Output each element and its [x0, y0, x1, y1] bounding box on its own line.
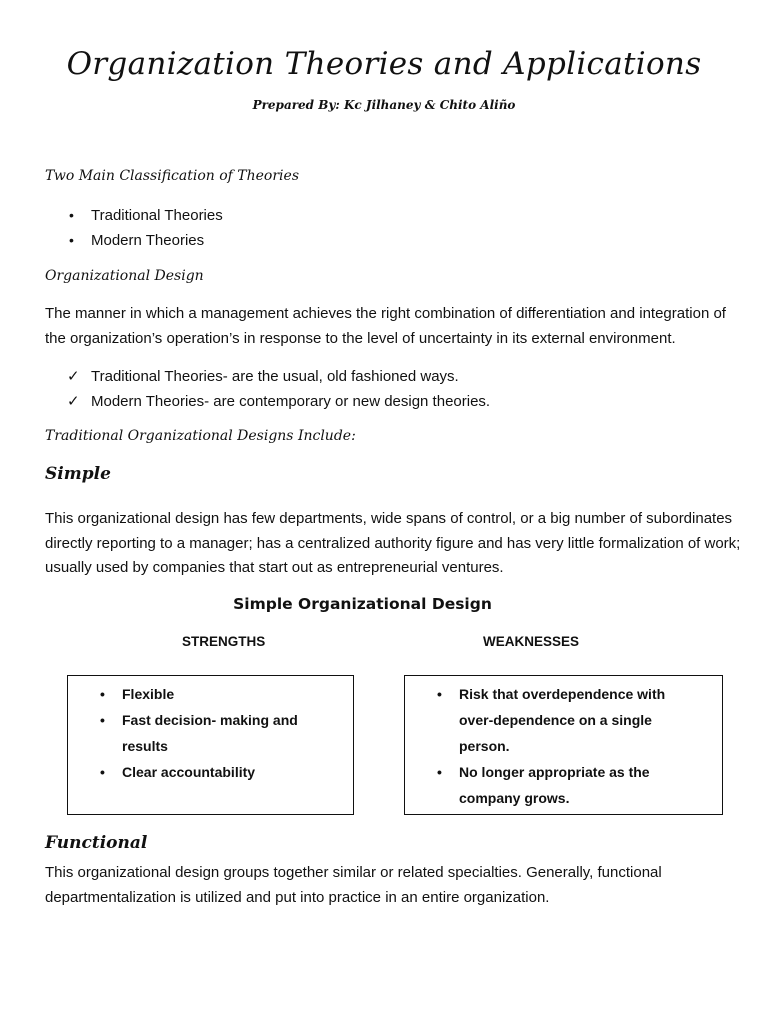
theory-checklist — [45, 364, 685, 414]
paragraph-line: departmentalization is utilized and put into practice in an entire organization. — [45, 888, 550, 906]
org-design-heading: Organizational Design — [45, 268, 204, 284]
weakness-item-continued: over-dependence on a single — [459, 712, 652, 728]
paragraph-line: The manner in which a management achieves the right combination of differentiation and integration of — [45, 305, 726, 322]
strengths-box — [67, 675, 354, 815]
classification-list — [45, 203, 645, 253]
weaknesses-box — [404, 675, 723, 815]
simple-heading: Simple — [45, 464, 111, 484]
strength-item: • Clear accountability — [68, 759, 353, 785]
strength-item-continued: results — [122, 738, 168, 754]
weaknesses-label: WEAKNESSES — [483, 634, 580, 649]
weakness-item: • Risk that overdependence with — [405, 681, 722, 707]
simple-table-title: Simple Organizational Design — [233, 595, 492, 613]
functional-heading: Functional — [45, 833, 148, 853]
paragraph-line: This organizational design groups together similar or related specialties. Generally, functional — [45, 864, 662, 881]
document-title: Organization Theories and Applications — [66, 46, 702, 82]
classification-heading: Two Main Classification of Theories — [45, 168, 300, 184]
check-item: ✓ Traditional Theories- are the usual, old fashioned ways. — [45, 364, 685, 389]
functional-paragraph — [45, 861, 745, 910]
weakness-item: • No longer appropriate as the — [405, 759, 722, 785]
paragraph-line: usually used by companies that start out as entrepreneurial ventures. — [45, 559, 504, 576]
simple-paragraph — [45, 507, 745, 581]
strength-item: • Fast decision- making and — [68, 707, 353, 733]
paragraph-line: the organization’s operation’s in response to the level of uncertainty in its external environment. — [45, 329, 676, 347]
weakness-item-continued: person. — [459, 738, 510, 754]
strength-item: • Flexible — [68, 681, 353, 707]
traditional-heading: Traditional Organizational Designs Include: — [45, 428, 356, 444]
check-item: ✓ Modern Theories- are contemporary or new design theories. — [45, 389, 685, 414]
document-byline: Prepared By: Kc Jilhaney & Chito Aliño — [252, 98, 516, 112]
list-item: • Traditional Theories — [45, 203, 645, 228]
paragraph-line: This organizational design has few departments, wide spans of control, or a big number of subordinates — [45, 510, 733, 527]
weakness-item-continued: company grows. — [459, 790, 570, 806]
org-design-paragraph — [45, 302, 745, 351]
strengths-label: STRENGTHS — [182, 634, 266, 649]
list-item: • Modern Theories — [45, 228, 645, 253]
paragraph-line: directly reporting to a manager; has a centralized authority figure and has very little formalization of work; — [45, 534, 741, 552]
